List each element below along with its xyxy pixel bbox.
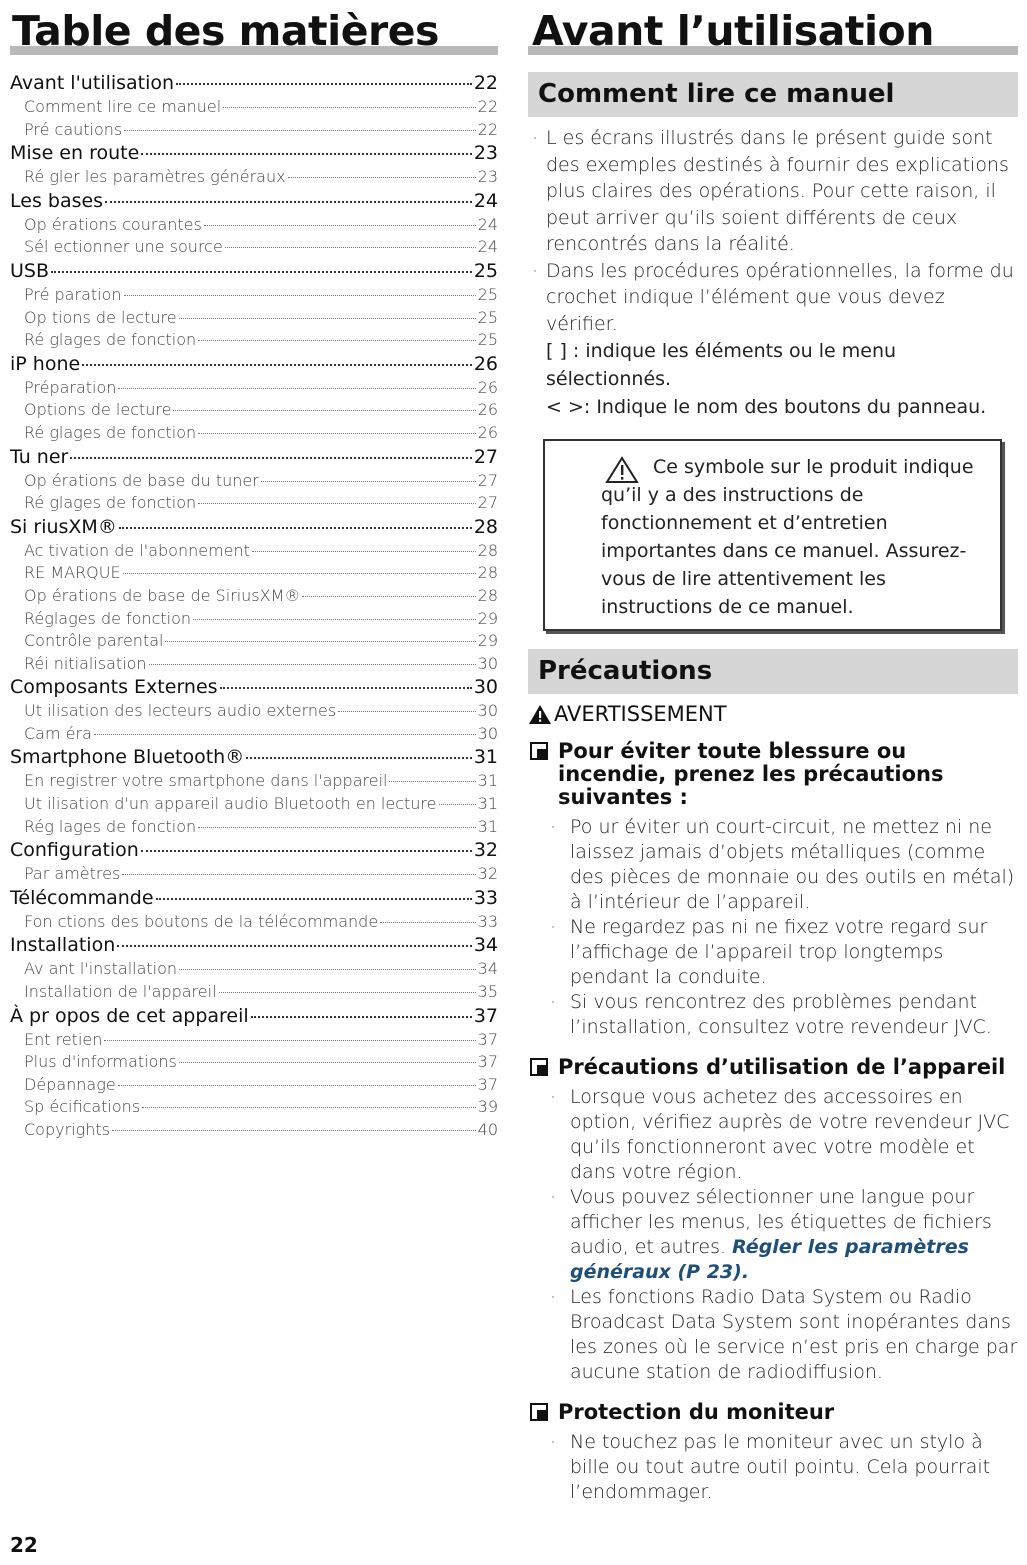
toc-subsection[interactable] <box>10 166 498 189</box>
toc-subsection-page: 25 <box>477 330 498 350</box>
toc-subsection-page: 25 <box>477 284 498 304</box>
toc-subsection-page: 24 <box>477 237 498 257</box>
toc-subsection-label: Op érations de base de SiriusXM® <box>24 585 301 605</box>
warning-symbol-box <box>543 439 1002 631</box>
toc-subsection-page: 22 <box>477 97 498 116</box>
precaution-item <box>548 1185 1018 1285</box>
toc-leader <box>51 271 472 273</box>
toc-section-label: Les bases <box>10 189 104 212</box>
toc-leader <box>142 1107 475 1108</box>
toc-subsection[interactable] <box>10 96 498 119</box>
bracket-legend-brackets: [ ] : indique les éléments ou le menu sélectionnés. <box>546 340 897 390</box>
warning-triangle-icon <box>605 456 639 484</box>
toc-subsection[interactable] <box>10 653 498 676</box>
toc-section-page: 23 <box>473 142 498 165</box>
toc-subsection-label: RE MARQUE <box>24 563 121 583</box>
precaution-item-text: Ne regardez pas ni ne fixez votre regard sur l’affichage de l’appareil trop longtemps pendant la conduite. <box>570 916 988 988</box>
toc-subsection-page: 31 <box>477 816 498 836</box>
toc-subsection-page: 23 <box>477 167 498 187</box>
toc-subsection[interactable] <box>10 911 498 934</box>
toc-subsection[interactable] <box>10 608 498 631</box>
precaution-item <box>548 990 1018 1040</box>
toc-subsection-label: Contrôle parental <box>24 631 164 651</box>
cross-reference-link[interactable]: Régler les paramètres généraux (P 23). <box>570 1236 969 1283</box>
toc-leader <box>198 340 476 341</box>
toc-leader <box>176 83 472 85</box>
toc-subsection-label: Sp écifications <box>24 1097 141 1117</box>
toc-subsection-label: Ré glages de fonction <box>24 422 197 442</box>
toc-leader <box>223 107 475 108</box>
toc-subsection-page: 32 <box>477 864 498 884</box>
toc-subsection[interactable] <box>10 981 498 1004</box>
section-heading-precautions: Précautions <box>528 649 1018 694</box>
toc-subsection-page: 33 <box>477 911 498 931</box>
toc-subsection-page: 34 <box>477 959 498 979</box>
toc-leader <box>82 364 472 366</box>
precaution-item <box>548 815 1018 915</box>
toc-subsection-page: 30 <box>477 723 498 743</box>
toc-leader <box>122 874 475 875</box>
toc-subsection-page: 37 <box>477 1074 498 1094</box>
toc-leader <box>439 804 476 805</box>
square-bullet-icon <box>530 742 548 760</box>
precaution-subheading-text: Protection du moniteur <box>558 1400 835 1424</box>
toc-leader <box>112 1130 476 1131</box>
toc-section-label: Tu ner <box>10 445 69 468</box>
toc-subsection[interactable] <box>10 700 498 723</box>
page-number: 22 <box>10 1533 38 1557</box>
toc-subsection-page: 35 <box>477 982 498 1002</box>
toc-subsection[interactable] <box>10 958 498 981</box>
toc-section-label: Si riusXM® <box>10 515 117 538</box>
toc-subsection-page: 40 <box>477 1120 498 1139</box>
precaution-subheading-text: Pour éviter toute blessure ou incendie, prenez les précautions suivantes : <box>558 739 944 809</box>
toc-subsection-label: Installation de l'appareil <box>24 982 217 1002</box>
toc-subsection[interactable] <box>10 630 498 653</box>
toc-section-page: 33 <box>473 886 498 909</box>
toc-section[interactable] <box>10 886 498 911</box>
toc-subsection[interactable] <box>10 562 498 585</box>
toc-subsection[interactable] <box>10 863 498 886</box>
toc-leader <box>70 457 471 459</box>
toc-subsection-label: Op érations de base du tuner <box>24 470 259 490</box>
toc-subsection[interactable] <box>10 214 498 237</box>
precaution-groups <box>528 740 1018 1505</box>
toc-leader <box>124 130 475 131</box>
precaution-item-text: Lorsque vous achetez des accessoires en option, vérifiez auprès de votre revendeur JVC qu’ils fonctionneront avec votre modèle et dans votre région. <box>570 1086 1010 1183</box>
toc-leader <box>104 1040 475 1041</box>
toc-section-label: Composants Externes <box>10 676 218 699</box>
toc-subsection[interactable] <box>10 1051 498 1074</box>
precaution-item-text: Si vous rencontrez des problèmes pendant l’installation, consultez votre revendeur JVC. <box>570 991 992 1038</box>
toc-leader <box>198 827 476 828</box>
toc-subsection-label: Réi nitialisation <box>24 653 147 673</box>
toc-subsection-label: Ré glages de fonction <box>24 330 197 350</box>
toc-subsection-page: 28 <box>477 585 498 605</box>
toc-section-label: iP hone <box>10 352 81 375</box>
precaution-subheading <box>528 1401 1018 1424</box>
toc-section-page: 25 <box>473 259 498 282</box>
toc-subsection[interactable] <box>10 422 498 445</box>
toc-leader <box>204 225 476 226</box>
toc-subsection-label: Comment lire ce manuel <box>24 97 222 116</box>
toc-subsection[interactable] <box>10 770 498 793</box>
toc-section[interactable] <box>10 352 498 377</box>
toc-subsection-page: 27 <box>477 493 498 513</box>
toc-column <box>10 0 498 1142</box>
toc-subsection[interactable] <box>10 329 498 352</box>
toc-subsection[interactable] <box>10 540 498 563</box>
toc-leader <box>179 318 476 319</box>
toc-leader <box>179 969 476 970</box>
precaution-item <box>548 1430 1018 1505</box>
toc-section-page: 22 <box>473 72 498 94</box>
toc-subsection-page: 29 <box>477 608 498 628</box>
toc-subsection-label: Op tions de lecture <box>24 307 177 327</box>
precaution-item <box>548 1285 1018 1385</box>
bracket-legend-angles: < >: Indique le nom des boutons du panneau. <box>546 396 987 418</box>
toc-leader <box>141 153 472 155</box>
toc-subsection-label: Options de lecture <box>24 400 172 420</box>
precaution-item-text: Po ur éviter un court-circuit, ne mettez ni ne laissez jamais d’objets métalliques (comme des pièces de monnaie ou des outils en métal) à l’intérieur de l’appareil. <box>570 816 1015 913</box>
toc-leader <box>225 247 476 248</box>
toc-section[interactable] <box>10 675 498 700</box>
toc-subsection-label: Ut ilisation des lecteurs audio externes <box>24 701 337 721</box>
toc-section[interactable] <box>10 259 498 284</box>
toc-leader <box>252 551 476 552</box>
toc-section[interactable] <box>10 838 498 863</box>
toc-subsection-label: Sél ectionner une source <box>24 237 223 257</box>
toc-leader <box>246 757 472 759</box>
toc-section-label: Mise en route <box>10 142 140 165</box>
toc-subsection[interactable] <box>10 119 498 142</box>
toc-leader <box>141 850 472 852</box>
toc-subsection-label: Ré gler les paramètres généraux <box>24 167 286 187</box>
toc-subsection-page: 26 <box>477 422 498 442</box>
toc-subsection-page: 39 <box>477 1097 498 1117</box>
toc-subsection-page: 30 <box>477 653 498 673</box>
how-to-read-list <box>528 125 1018 337</box>
toc-subsection[interactable] <box>10 470 498 493</box>
precaution-subheading <box>528 1056 1018 1079</box>
toc-subsection-page: 31 <box>477 794 498 814</box>
toc-subsection[interactable] <box>10 399 498 422</box>
toc-subsection[interactable] <box>10 284 498 307</box>
toc-subsection-page: 22 <box>477 119 498 139</box>
warning-label <box>528 702 1018 726</box>
toc-section-label: Installation <box>10 934 116 957</box>
toc-section[interactable] <box>10 515 498 540</box>
toc-section-page: 32 <box>473 839 498 862</box>
toc-leader <box>338 711 475 712</box>
precaution-subheading <box>528 740 1018 809</box>
toc-section-page: 37 <box>473 1004 498 1027</box>
toc-leader <box>288 177 476 178</box>
toc-subsection-label: Ré glages de fonction <box>24 493 197 513</box>
section-heading-how-to-read: Comment lire ce manuel <box>528 72 1018 117</box>
toc-subsection[interactable] <box>10 723 498 746</box>
toc-subsection-label: En registrer votre smartphone dans l'appareil <box>24 771 388 791</box>
toc-subsection-label: Par amètres <box>24 864 121 884</box>
toc-subsection-label: Préparation <box>24 377 117 397</box>
toc-leader <box>156 898 472 900</box>
toc-subsection[interactable] <box>10 1074 498 1097</box>
warning-filled-icon <box>528 704 552 725</box>
chapter-title: Avant l’utilisation <box>532 7 934 55</box>
precaution-list <box>528 1085 1018 1385</box>
toc-section-page: 28 <box>473 515 498 538</box>
toc-section-page: 24 <box>473 189 498 212</box>
toc-subsection-page: 26 <box>477 377 498 397</box>
bullet-item: · Dans les procédures opérationnelles, la forme du crochet indique l’élément que vous devez vérifier. <box>528 258 1018 338</box>
toc-subsection-label: Op érations courantes <box>24 214 202 234</box>
toc-subsection[interactable] <box>10 793 498 816</box>
toc-subsection-label: Plus d'informations <box>24 1052 177 1072</box>
toc-subsection-label: Réglages de fonction <box>24 608 192 628</box>
toc-section-page: 27 <box>473 445 498 468</box>
toc-leader <box>251 1016 472 1018</box>
toc-leader <box>389 781 475 782</box>
toc-leader <box>105 201 472 203</box>
toc-subsection-label: Pré paration <box>24 284 122 304</box>
toc-section-label: À pr opos de cet appareil <box>10 1004 249 1027</box>
toc-subsection-label: Av ant l'installation <box>24 959 178 979</box>
toc-subsection-page: 26 <box>477 400 498 420</box>
toc-subsection[interactable] <box>10 377 498 400</box>
content-column <box>528 0 1018 1505</box>
toc-leader <box>220 687 472 689</box>
toc-leader <box>119 527 472 529</box>
toc-subsection[interactable] <box>10 1096 498 1119</box>
toc-section-label: Télécommande <box>10 886 154 909</box>
toc-subsection-page: 37 <box>477 1052 498 1072</box>
toc-leader <box>219 992 476 993</box>
toc-section-page: 26 <box>473 352 498 375</box>
toc-subsection-page: 37 <box>477 1029 498 1049</box>
table-of-contents <box>10 71 498 1142</box>
toc-subsection-page: 31 <box>477 771 498 791</box>
bullet-item: · L es écrans illustrés dans le présent guide sont des exemples destinés à fournir des explications plus claires des opérations. Pour cette raison, il peut arriver qu’ils soient différents de ceux rencontrés dans la réalité. <box>528 125 1018 258</box>
precaution-list <box>528 815 1018 1040</box>
toc-leader <box>380 922 475 923</box>
toc-leader <box>261 481 476 482</box>
square-bullet-icon <box>530 1403 548 1421</box>
toc-subsection-label: Rég lages de fonction <box>24 816 197 836</box>
toc-subsection-label: Ac tivation de l'abonnement <box>24 540 250 560</box>
toc-subsection-page: 25 <box>477 307 498 327</box>
toc-leader <box>123 573 476 574</box>
toc-subsection[interactable] <box>10 585 498 608</box>
toc-subsection[interactable] <box>10 816 498 839</box>
toc-leader <box>302 596 475 597</box>
toc-leader <box>165 641 475 642</box>
toc-subsection-page: 24 <box>477 214 498 234</box>
toc-leader <box>118 1085 476 1086</box>
toc-subsection-label: Copyrights <box>24 1120 110 1139</box>
toc-leader <box>173 410 475 411</box>
toc-subsection-page: 27 <box>477 470 498 490</box>
toc-section[interactable] <box>10 745 498 770</box>
toc-subsection-label: Pré cautions <box>24 119 123 139</box>
precaution-item-text: Vous pouvez sélectionner une langue pour afficher les menus, les étiquettes de fichiers audio, et autres. <box>570 1186 992 1258</box>
toc-section-label: Smartphone Bluetooth® <box>10 746 245 769</box>
toc-leader <box>179 1062 476 1063</box>
toc-section[interactable] <box>10 189 498 214</box>
toc-section-page: 31 <box>473 746 498 769</box>
toc-section-label: Configuration <box>10 839 139 862</box>
toc-subsection-page: 29 <box>477 631 498 651</box>
toc-section[interactable] <box>10 71 498 96</box>
toc-subsection[interactable] <box>10 307 498 330</box>
toc-section[interactable] <box>10 933 498 958</box>
toc-leader <box>117 945 472 947</box>
toc-leader <box>198 503 476 504</box>
toc-subsection-label: Fon ctions des boutons de la télécommande <box>24 911 379 931</box>
toc-section-page: 30 <box>473 676 498 699</box>
toc-section[interactable] <box>10 445 498 470</box>
toc-subsection-page: 28 <box>477 540 498 560</box>
toc-subsection-label: Dépannage <box>24 1074 116 1094</box>
toc-subsection-label: Ent retien <box>24 1029 103 1049</box>
square-bullet-icon <box>530 1058 548 1076</box>
toc-subsection-label: Cam éra <box>24 723 92 743</box>
toc-section[interactable] <box>10 1004 498 1029</box>
warning-label-text: AVERTISSEMENT <box>554 702 727 726</box>
toc-section-label: Avant l'utilisation <box>10 72 175 94</box>
toc-leader <box>118 388 475 389</box>
toc-leader <box>124 295 476 296</box>
toc-section-page: 34 <box>473 934 498 957</box>
toc-subsection-label: Ut ilisation d'un appareil audio Bluetooth en lecture <box>24 794 437 814</box>
toc-subsection[interactable] <box>10 492 498 515</box>
toc-subsection-page: 30 <box>477 701 498 721</box>
precaution-item-text: Les fonctions Radio Data System ou Radio Broadcast Data System sont inopérantes dans les zones où le service n’est pris en charge par aucune station de radiodiffusion. <box>570 1286 1018 1383</box>
toc-subsection[interactable] <box>10 236 498 259</box>
precaution-item <box>548 1085 1018 1185</box>
precaution-subheading-text: Précautions d’utilisation de l’appareil <box>558 1055 1006 1079</box>
precaution-item-text: Ne touchez pas le moniteur avec un stylo à bille ou tout autre outil pointu. Cela pourrait l’endommager. <box>570 1431 991 1503</box>
toc-subsection-page: 28 <box>477 563 498 583</box>
precaution-list <box>528 1430 1018 1505</box>
warning-box-text: Ce symbole sur le produit indique qu’il y a des instructions de fonctionnement et d’entretien importantes dans ce manuel. Assurez-vous de lire attentivement les instructions de ce manuel. <box>601 456 974 618</box>
toc-section[interactable] <box>10 141 498 166</box>
toc-leader <box>149 664 476 665</box>
toc-section-label: USB <box>10 259 50 282</box>
toc-subsection[interactable] <box>10 1029 498 1052</box>
toc-leader <box>193 619 476 620</box>
toc-title: Table des matières <box>12 7 439 55</box>
precaution-item <box>548 915 1018 990</box>
toc-leader <box>94 734 476 735</box>
toc-subsection[interactable] <box>10 1119 498 1142</box>
toc-leader <box>198 433 476 434</box>
